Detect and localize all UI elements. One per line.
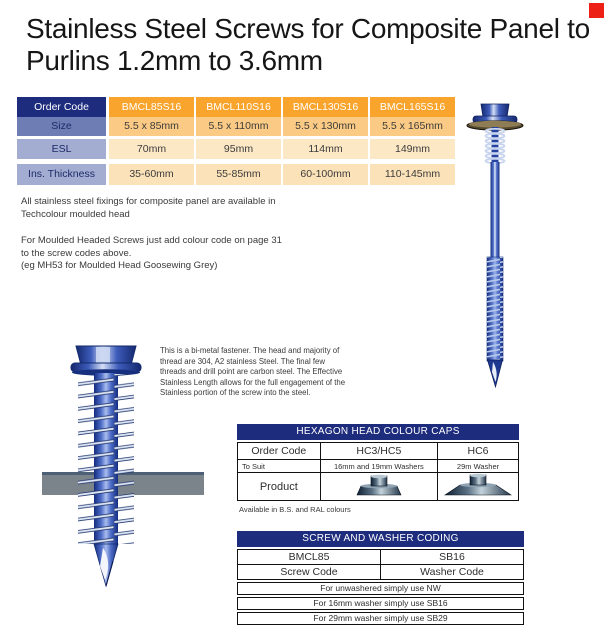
spec-order-code: BMCL165S16 xyxy=(370,97,455,117)
cap-hc3-hc5-image-cell xyxy=(320,473,437,501)
bimetal-description xyxy=(160,346,345,399)
coding-washer-code-label: Washer Code xyxy=(381,565,524,580)
spec-label-order-code: Order Code xyxy=(17,97,106,117)
spec-table-row-size xyxy=(17,117,455,136)
spec-size: 5.5 x 85mm xyxy=(109,117,194,136)
bimetal-line: This is a bi-metal fastener. The head and majority of xyxy=(160,346,340,355)
hex-caps-row-to-suit xyxy=(238,460,519,473)
spec-esl: 149mm xyxy=(370,139,455,159)
bimetal-line: Stainless portion of the screw into the steel. xyxy=(160,388,311,398)
coding-screw-code-label: Screw Code xyxy=(238,565,381,580)
hex-caps-row-product xyxy=(238,473,519,501)
bimetal-line: threads and drill point are carbon steel. The Effective xyxy=(160,367,343,377)
hex-caps-code: HC3/HC5 xyxy=(320,443,437,460)
spec-ins-thickness: 110-145mm xyxy=(370,164,455,185)
coding-row-labels xyxy=(238,565,524,580)
note-line: (eg MH53 for Moulded Head Goosewing Grey) xyxy=(21,260,218,271)
note-line: For Moulded Headed Screws just add colour code on page 31 xyxy=(21,235,282,246)
spec-size: 5.5 x 165mm xyxy=(370,117,455,136)
hex-caps-table-title: HEXAGON HEAD COLOUR CAPS xyxy=(237,424,519,440)
caps-caption: Available in B.S. and RAL colours xyxy=(239,505,351,514)
coding-note: For unwashered simply use NW xyxy=(237,582,524,595)
coding-row-codes xyxy=(238,550,524,565)
spec-ins-thickness: 55-85mm xyxy=(196,164,281,185)
spec-size: 5.5 x 130mm xyxy=(283,117,368,136)
hex-caps-code: HC6 xyxy=(438,443,519,460)
spec-size: 5.5 x 110mm xyxy=(196,117,281,136)
spec-ins-thickness: 60-100mm xyxy=(283,164,368,185)
bimetal-line: thread are 304, A2 stainless Steel. The final few xyxy=(160,356,325,366)
page-title-line2: Purlins 1.2mm to 3.6mm xyxy=(26,45,323,76)
hex-caps-table-grid xyxy=(237,442,519,501)
hex-caps-table xyxy=(237,424,519,501)
spec-table-row-esl xyxy=(17,139,455,159)
coding-table-grid xyxy=(237,549,524,580)
spec-order-code: BMCL85S16 xyxy=(109,97,194,117)
coding-washer-code-value: SB16 xyxy=(381,550,524,565)
hex-caps-product-label: Product xyxy=(238,473,321,501)
spec-esl: 114mm xyxy=(283,139,368,159)
cap-hc6-image xyxy=(442,473,514,497)
coding-note: For 29mm washer simply use SB29 xyxy=(237,612,524,625)
spec-label-esl: ESL xyxy=(17,139,106,159)
coding-note: For 16mm washer simply use SB16 xyxy=(237,597,524,610)
page-title-line1: Stainless Steel Screws for Composite Panel to xyxy=(26,13,590,44)
cap-hc6-image-cell xyxy=(438,473,519,501)
long-bimetal-screw-image xyxy=(452,98,540,390)
hex-caps-to-suit: 29m Washer xyxy=(438,460,519,473)
note-line: Techcolour moulded head xyxy=(21,208,130,220)
spec-table-row-ins-thickness xyxy=(17,164,455,185)
screw-through-purlin-image xyxy=(58,340,154,592)
hex-caps-row-codes xyxy=(238,443,519,460)
spec-esl: 70mm xyxy=(109,139,194,159)
spec-esl: 95mm xyxy=(196,139,281,159)
note-line: All stainless steel fixings for composite panel are available in xyxy=(21,196,276,207)
bimetal-line: Stainless Length allows for the full engagement of the xyxy=(160,377,346,387)
spec-label-ins-thickness: Ins. Thickness xyxy=(17,164,106,185)
coding-screw-code-value: BMCL85 xyxy=(238,550,381,565)
page-title xyxy=(26,13,596,77)
spec-ins-thickness: 35-60mm xyxy=(109,164,194,185)
spec-table-row-order-code xyxy=(17,97,455,117)
availability-notes xyxy=(21,196,282,273)
spec-order-code: BMCL110S16 xyxy=(196,97,281,117)
coding-table xyxy=(237,531,524,625)
hex-caps-to-suit: 16mm and 19mm Washers xyxy=(320,460,437,473)
hex-caps-to-suit-label: To Suit xyxy=(238,460,321,473)
cap-hc3-hc5-image xyxy=(351,473,407,497)
hex-caps-order-code-label: Order Code xyxy=(238,443,321,460)
spec-label-size: Size xyxy=(17,117,106,136)
note-line: to the screw codes above. xyxy=(21,247,132,259)
coding-table-title: SCREW AND WASHER CODING xyxy=(237,531,524,547)
spec-order-code: BMCL130S16 xyxy=(283,97,368,117)
